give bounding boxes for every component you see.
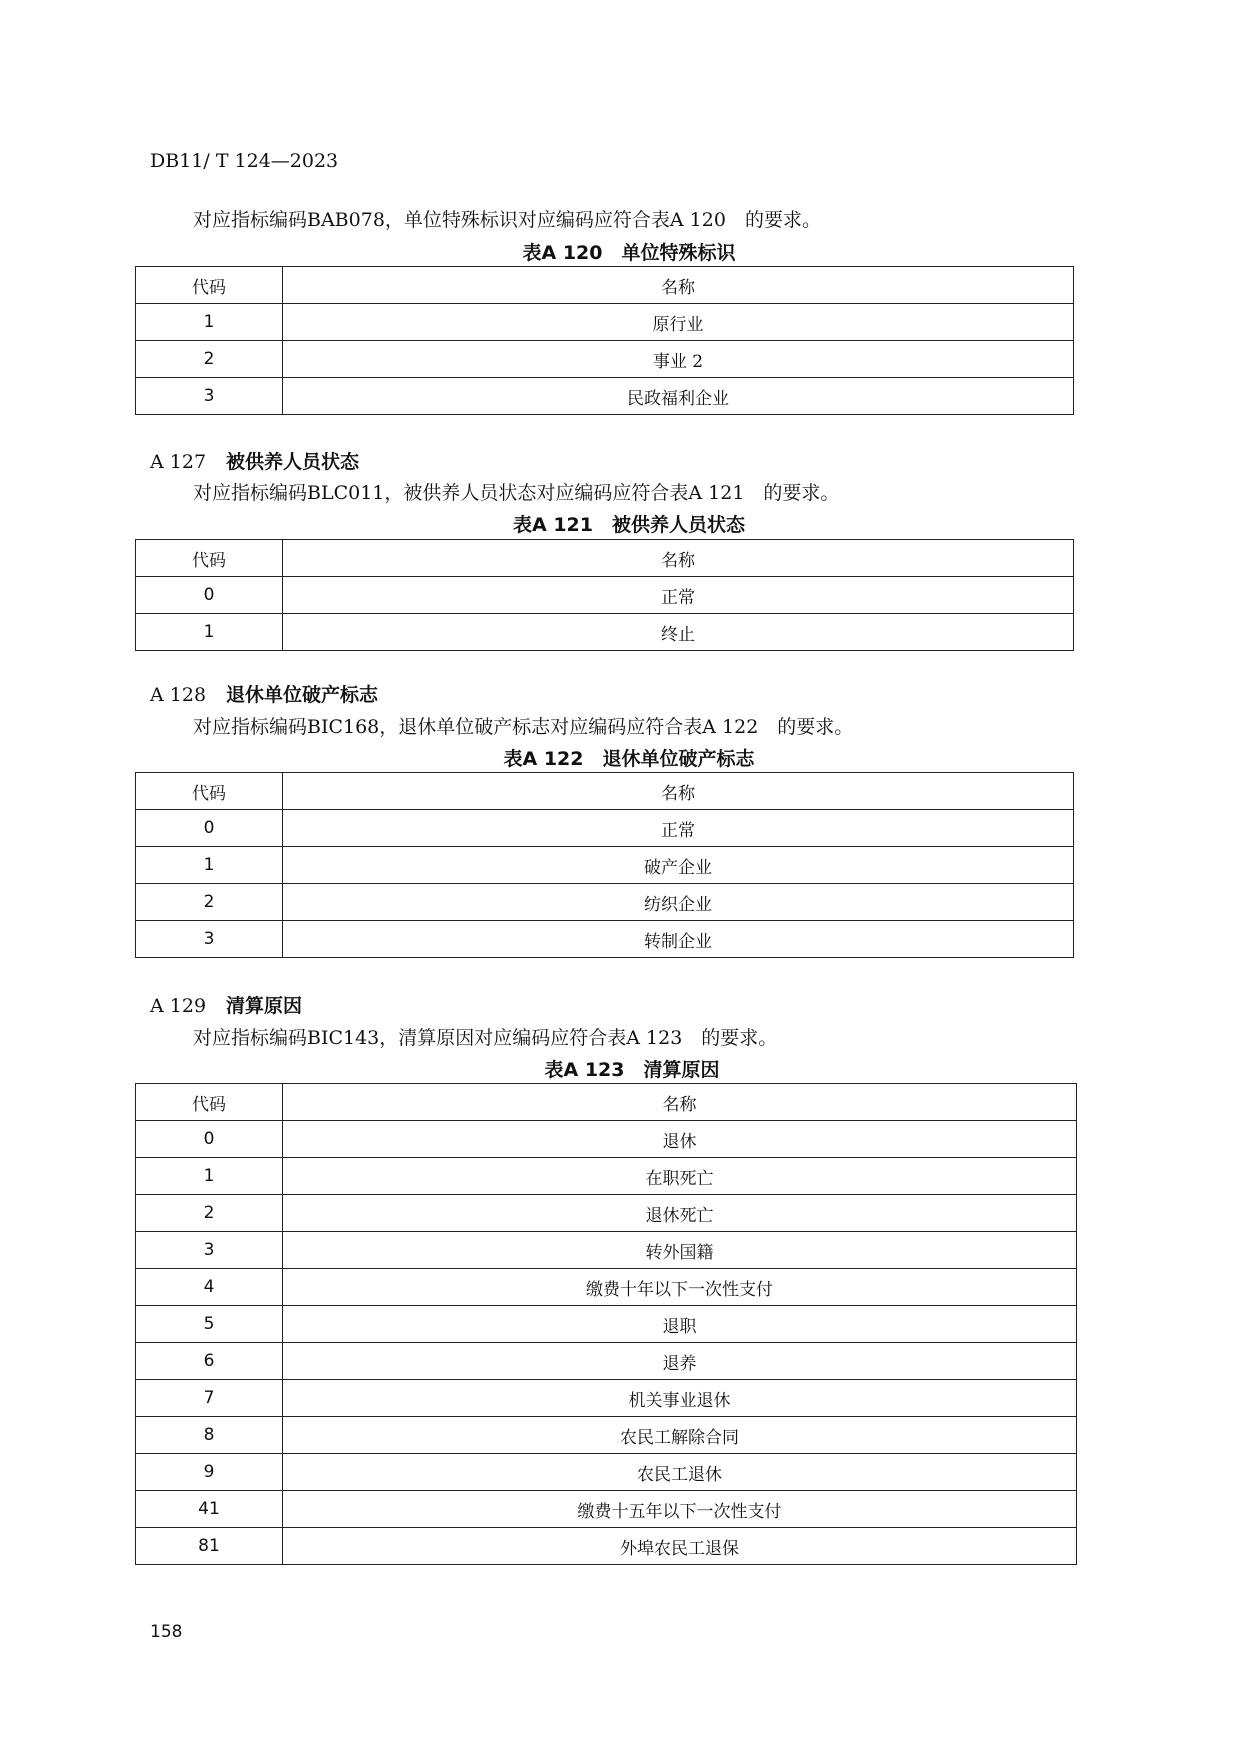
row-code: 7: [136, 1380, 283, 1417]
table-a120-caption: 表A 120 单位特殊标识: [522, 242, 736, 264]
section-a129-paragraph: 对应指标编码BIC143，清算原因对应编码应符合表A 123 的要求。: [193, 1027, 778, 1049]
row-code: 2: [136, 884, 283, 921]
row-code: 0: [136, 1121, 283, 1158]
table-row: [136, 1306, 1077, 1343]
document-code: DB11/ T 124—2023: [150, 150, 339, 172]
section-number: A 128: [150, 684, 207, 706]
table-a120: [135, 266, 1074, 415]
table-a122-caption: 表A 122 退休单位破产标志: [503, 748, 755, 770]
header-code: 代码: [136, 773, 283, 810]
row-code: 1: [136, 614, 283, 651]
table-row: [136, 341, 1074, 378]
row-name: 破产企业: [283, 847, 1074, 884]
table-row: [136, 1380, 1077, 1417]
row-code: 3: [136, 378, 283, 415]
table-row: [136, 1232, 1077, 1269]
row-code: 0: [136, 810, 283, 847]
table-row: [136, 1269, 1077, 1306]
table-row: [136, 577, 1074, 614]
row-code: 81: [136, 1528, 283, 1565]
table-row: [136, 1491, 1077, 1528]
section-a127-heading: [150, 447, 359, 474]
row-code: 0: [136, 577, 283, 614]
row-name: 缴费十五年以下一次性支付: [283, 1491, 1077, 1528]
row-name: 民政福利企业: [283, 378, 1074, 415]
row-code: 3: [136, 921, 283, 958]
row-name: 退休死亡: [283, 1195, 1077, 1232]
table-row: [136, 1195, 1077, 1232]
row-name: 外埠农民工退保: [283, 1528, 1077, 1565]
row-name: 农民工退休: [283, 1454, 1077, 1491]
row-name: 缴费十年以下一次性支付: [283, 1269, 1077, 1306]
row-code: 1: [136, 304, 283, 341]
row-code: 2: [136, 1195, 283, 1232]
row-name: 终止: [283, 614, 1074, 651]
section-a128-paragraph: 对应指标编码BIC168，退休单位破产标志对应编码应符合表A 122 的要求。: [193, 716, 854, 738]
row-name: 转制企业: [283, 921, 1074, 958]
row-code: 2: [136, 341, 283, 378]
page-number: 158: [150, 1622, 183, 1642]
intro-paragraph: 对应指标编码BAB078，单位特殊标识对应编码应符合表A 120 的要求。: [193, 209, 821, 231]
row-code: 1: [136, 1158, 283, 1195]
table-row: [136, 921, 1074, 958]
row-name: 事业 2: [283, 341, 1074, 378]
table-row: [136, 1528, 1077, 1565]
header-name: 名称: [283, 267, 1074, 304]
table-header-row: [136, 1084, 1077, 1121]
table-row: [136, 1121, 1077, 1158]
header-code: 代码: [136, 540, 283, 577]
row-name: 正常: [283, 577, 1074, 614]
header-name: 名称: [283, 540, 1074, 577]
table-header-row: [136, 773, 1074, 810]
section-a129-heading: [150, 991, 302, 1018]
table-row: [136, 1417, 1077, 1454]
row-code: 4: [136, 1269, 283, 1306]
row-name: 在职死亡: [283, 1158, 1077, 1195]
row-name: 退职: [283, 1306, 1077, 1343]
header-code: 代码: [136, 267, 283, 304]
table-row: [136, 1454, 1077, 1491]
table-a121-caption: 表A 121 被供养人员状态: [513, 514, 745, 536]
row-name: 纺织企业: [283, 884, 1074, 921]
header-code: 代码: [136, 1084, 283, 1121]
row-name: 正常: [283, 810, 1074, 847]
table-row: [136, 884, 1074, 921]
section-a127-paragraph: 对应指标编码BLC011，被供养人员状态对应编码应符合表A 121 的要求。: [193, 482, 840, 504]
section-a128-heading: [150, 680, 378, 707]
table-header-row: [136, 267, 1074, 304]
section-title: 退休单位破产标志: [226, 684, 379, 706]
table-row: [136, 378, 1074, 415]
table-a123-caption: 表A 123 清算原因: [544, 1059, 720, 1081]
table-row: [136, 304, 1074, 341]
table-row: [136, 614, 1074, 651]
table-row: [136, 847, 1074, 884]
section-number: A 129: [150, 995, 207, 1017]
row-name: 农民工解除合同: [283, 1417, 1077, 1454]
row-name: 原行业: [283, 304, 1074, 341]
row-code: 5: [136, 1306, 283, 1343]
row-name: 机关事业退休: [283, 1380, 1077, 1417]
row-code: 8: [136, 1417, 283, 1454]
row-code: 1: [136, 847, 283, 884]
header-name: 名称: [283, 1084, 1077, 1121]
table-a122: [135, 772, 1074, 958]
row-code: 9: [136, 1454, 283, 1491]
row-code: 3: [136, 1232, 283, 1269]
row-name: 转外国籍: [283, 1232, 1077, 1269]
header-name: 名称: [283, 773, 1074, 810]
table-a121: [135, 539, 1074, 651]
table-a123: [135, 1083, 1077, 1565]
row-code: 41: [136, 1491, 283, 1528]
section-title: 清算原因: [226, 995, 303, 1017]
row-name: 退休: [283, 1121, 1077, 1158]
table-row: [136, 1343, 1077, 1380]
section-number: A 127: [150, 451, 207, 473]
table-row: [136, 810, 1074, 847]
row-code: 6: [136, 1343, 283, 1380]
table-row: [136, 1158, 1077, 1195]
section-title: 被供养人员状态: [226, 451, 360, 473]
row-name: 退养: [283, 1343, 1077, 1380]
table-header-row: [136, 540, 1074, 577]
